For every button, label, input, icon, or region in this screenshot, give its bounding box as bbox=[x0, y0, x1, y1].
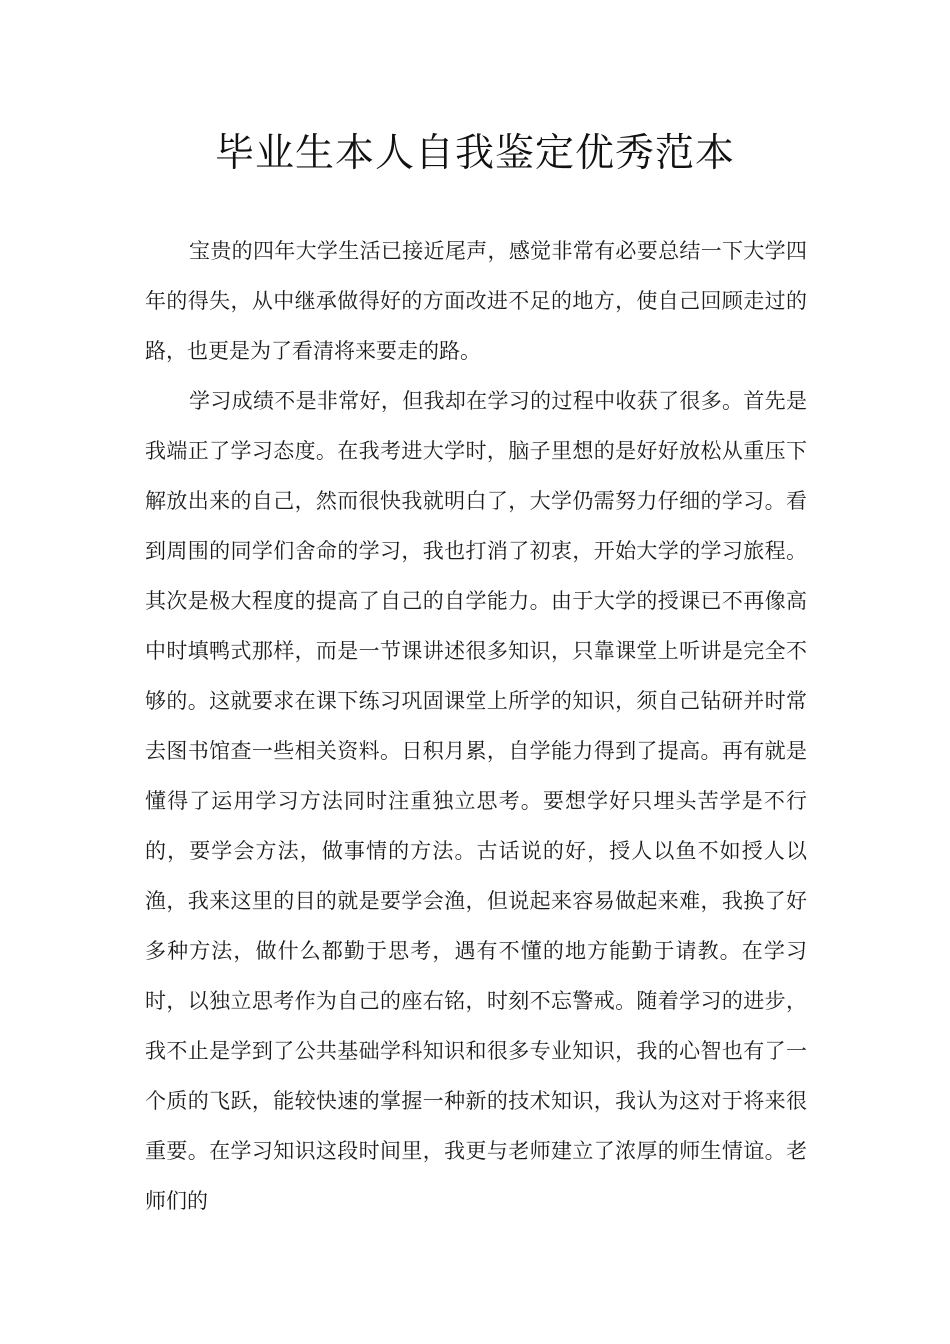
document-body bbox=[145, 226, 807, 1226]
paragraph-study: 学习成绩不是非常好，但我却在学习的过程中收获了很多。首先是我端正了学习态度。在我考进大学时，脑子里想的是好好放松从重压下解放出来的自己，然而很快我就明白了，大学仍需努力仔细的学习。看到周围的同学们舍命的学习，我也打消了初衷，开始大学的学习旅程。其次是极大程度的提高了自己的自学能力。由于大学的授课已不再像高中时填鸭式那样，而是一节课讲述很多知识，只靠课堂上听讲是完全不够的。这就要求在课下练习巩固课堂上所学的知识，须自己钻研并时常去图书馆查一些相关资料。日积月累，自学能力得到了提高。再有就是懂得了运用学习方法同时注重独立思考。要想学好只埋头苦学是不行的，要学会方法，做事情的方法。古话说的好，授人以鱼不如授人以渔，我来这里的目的就是要学会渔，但说起来容易做起来难，我换了好多种方法，做什么都勤于思考，遇有不懂的地方能勤于请教。在学习时，以独立思考作为自己的座右铭，时刻不忘警戒。随着学习的进步，我不止是学到了公共基础学科知识和很多专业知识，我的心智也有了一个质的飞跃，能较快速的掌握一种新的技术知识，我认为这对于将来很重要。在学习知识这段时间里，我更与老师建立了浓厚的师生情谊。老师们的 bbox=[145, 389, 807, 1213]
paragraph-intro: 宝贵的四年大学生活已接近尾声，感觉非常有必要总结一下大学四年的得失，从中继承做得好的方面改进不足的地方，使自己回顾走过的路，也更是为了看清将来要走的路。 bbox=[145, 239, 807, 363]
document-title: 毕业生本人自我鉴定优秀范本 bbox=[214, 131, 735, 176]
